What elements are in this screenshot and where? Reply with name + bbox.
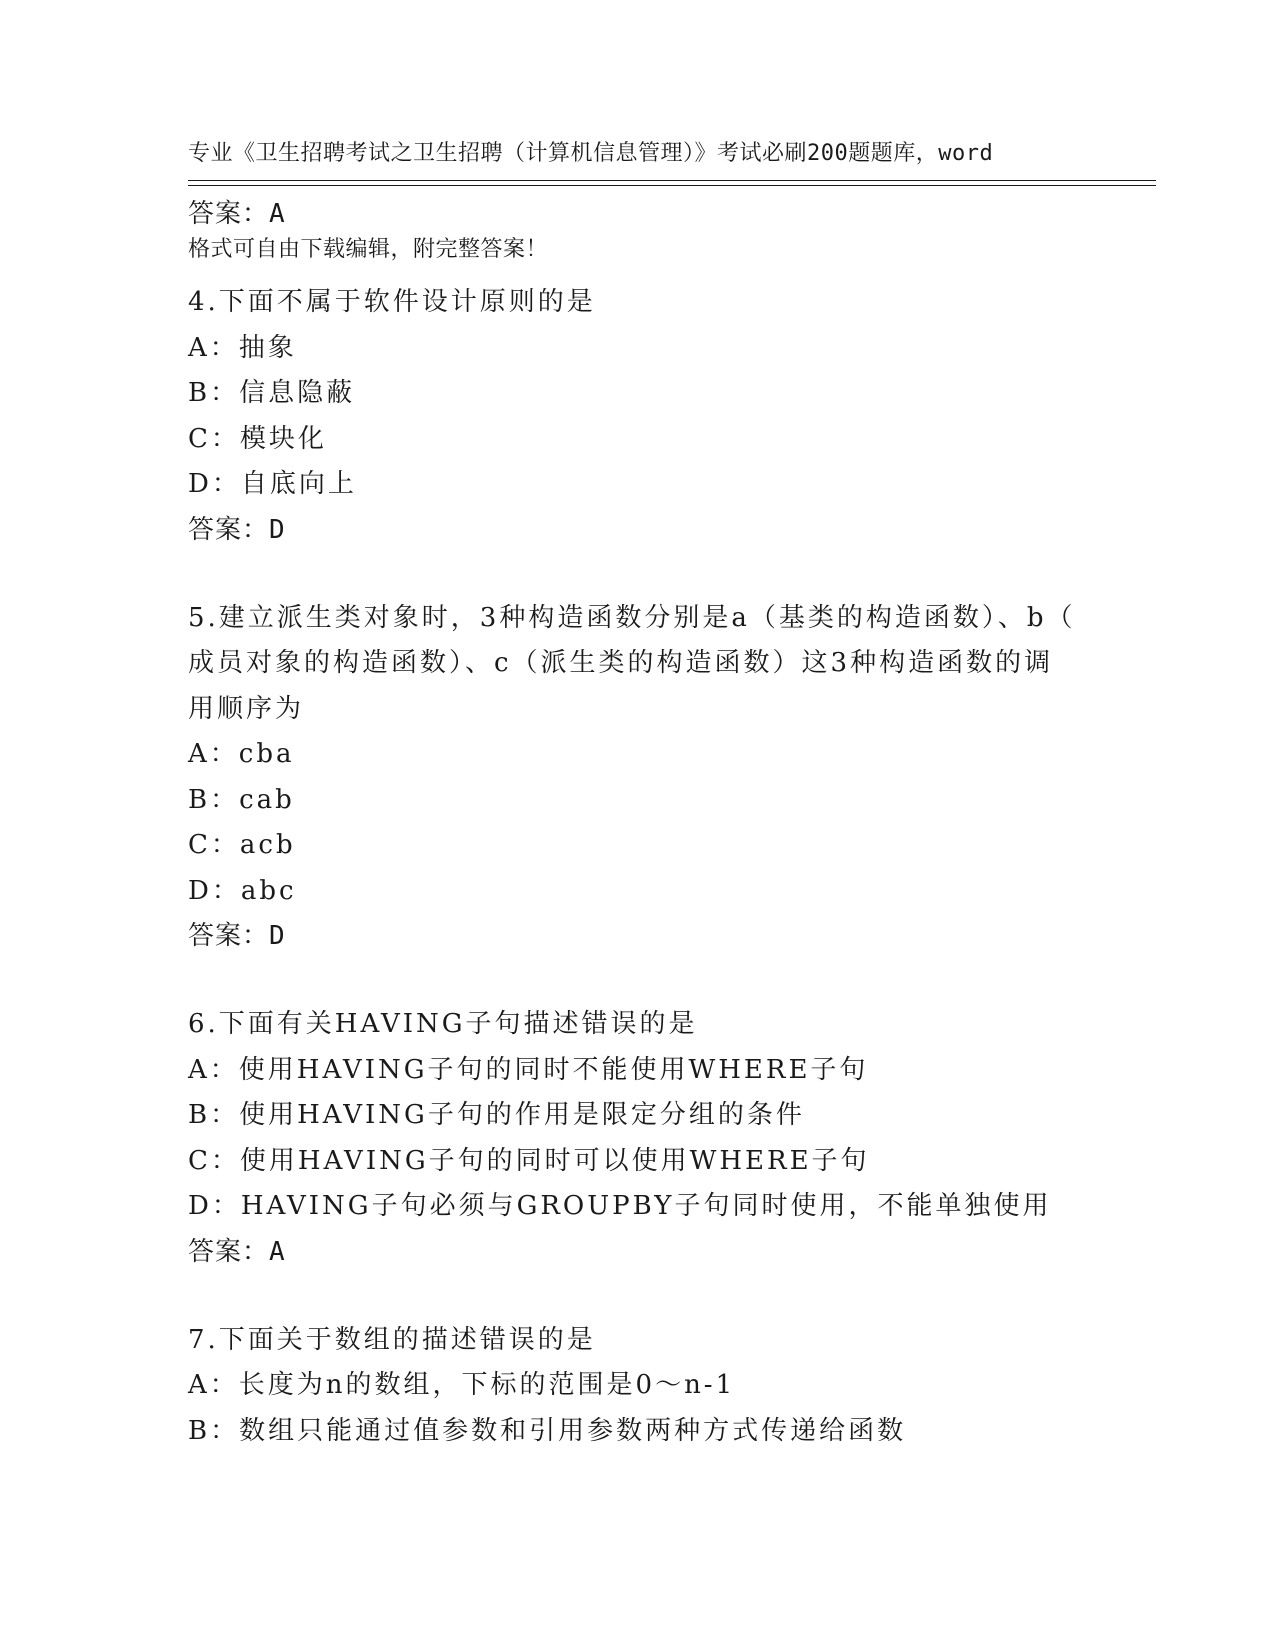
question-4 [188, 280, 1088, 552]
option-b: B：使用HAVING子句的作用是限定分组的条件 [188, 1100, 805, 1130]
question-stem-line-3: 用顺序为 [188, 693, 305, 724]
option-a: A：长度为n的数组，下标的范围是0～n-1 [188, 1370, 736, 1400]
option-c: C：模块化 [188, 423, 327, 454]
question-stem: 6.下面有关HAVING子句描述错误的是 [188, 1009, 698, 1039]
option-d: D：abc [188, 875, 297, 906]
answer-line: 答案：D [188, 921, 286, 951]
option-a: A：抽象 [188, 332, 297, 363]
option-a: A：使用HAVING子句的同时不能使用WHERE子句 [188, 1054, 869, 1085]
header-divider-bottom [188, 185, 1156, 186]
answer-line: 答案：A [188, 1236, 286, 1267]
question-7 [188, 1318, 1088, 1455]
question-list [188, 192, 1088, 1454]
question-stem: 4.下面不属于软件设计原则的是 [188, 287, 596, 317]
option-a: A：cba [188, 739, 295, 769]
question-stem-line-1: 5.建立派生类对象时，3种构造函数分别是a（基类的构造函数）、b（ [188, 602, 1076, 633]
option-c: C：使用HAVING子句的同时可以使用WHERE子句 [188, 1145, 870, 1176]
option-d: D：自底向上 [188, 469, 357, 499]
question-5 [188, 596, 1088, 959]
option-b: B：cab [188, 784, 295, 815]
header-divider-top [188, 180, 1156, 181]
option-b: B：数组只能通过值参数和引用参数两种方式传递给函数 [188, 1415, 907, 1446]
question-6 [188, 1002, 1088, 1274]
question-stem-line-2: 成员对象的构造函数）、c（派生类的构造函数）这3种构造函数的调 [188, 648, 1054, 678]
answer-line: 答案：A [188, 199, 286, 229]
question-stem: 7.下面关于数组的描述错误的是 [188, 1324, 596, 1355]
option-b: B：信息隐蔽 [188, 378, 356, 408]
answer-line: 答案：D [188, 514, 286, 545]
option-c: C：acb [188, 830, 296, 860]
option-d: D：HAVING子句必须与GROUPBY子句同时使用，不能单独使用 [188, 1191, 1052, 1221]
header-line-1: 专业《卫生招聘考试之卫生招聘（计算机信息管理）》考试必刷200题题库，word [188, 141, 994, 166]
header-line-2: 格式可自由下载编辑，附完整答案！ [188, 237, 549, 262]
